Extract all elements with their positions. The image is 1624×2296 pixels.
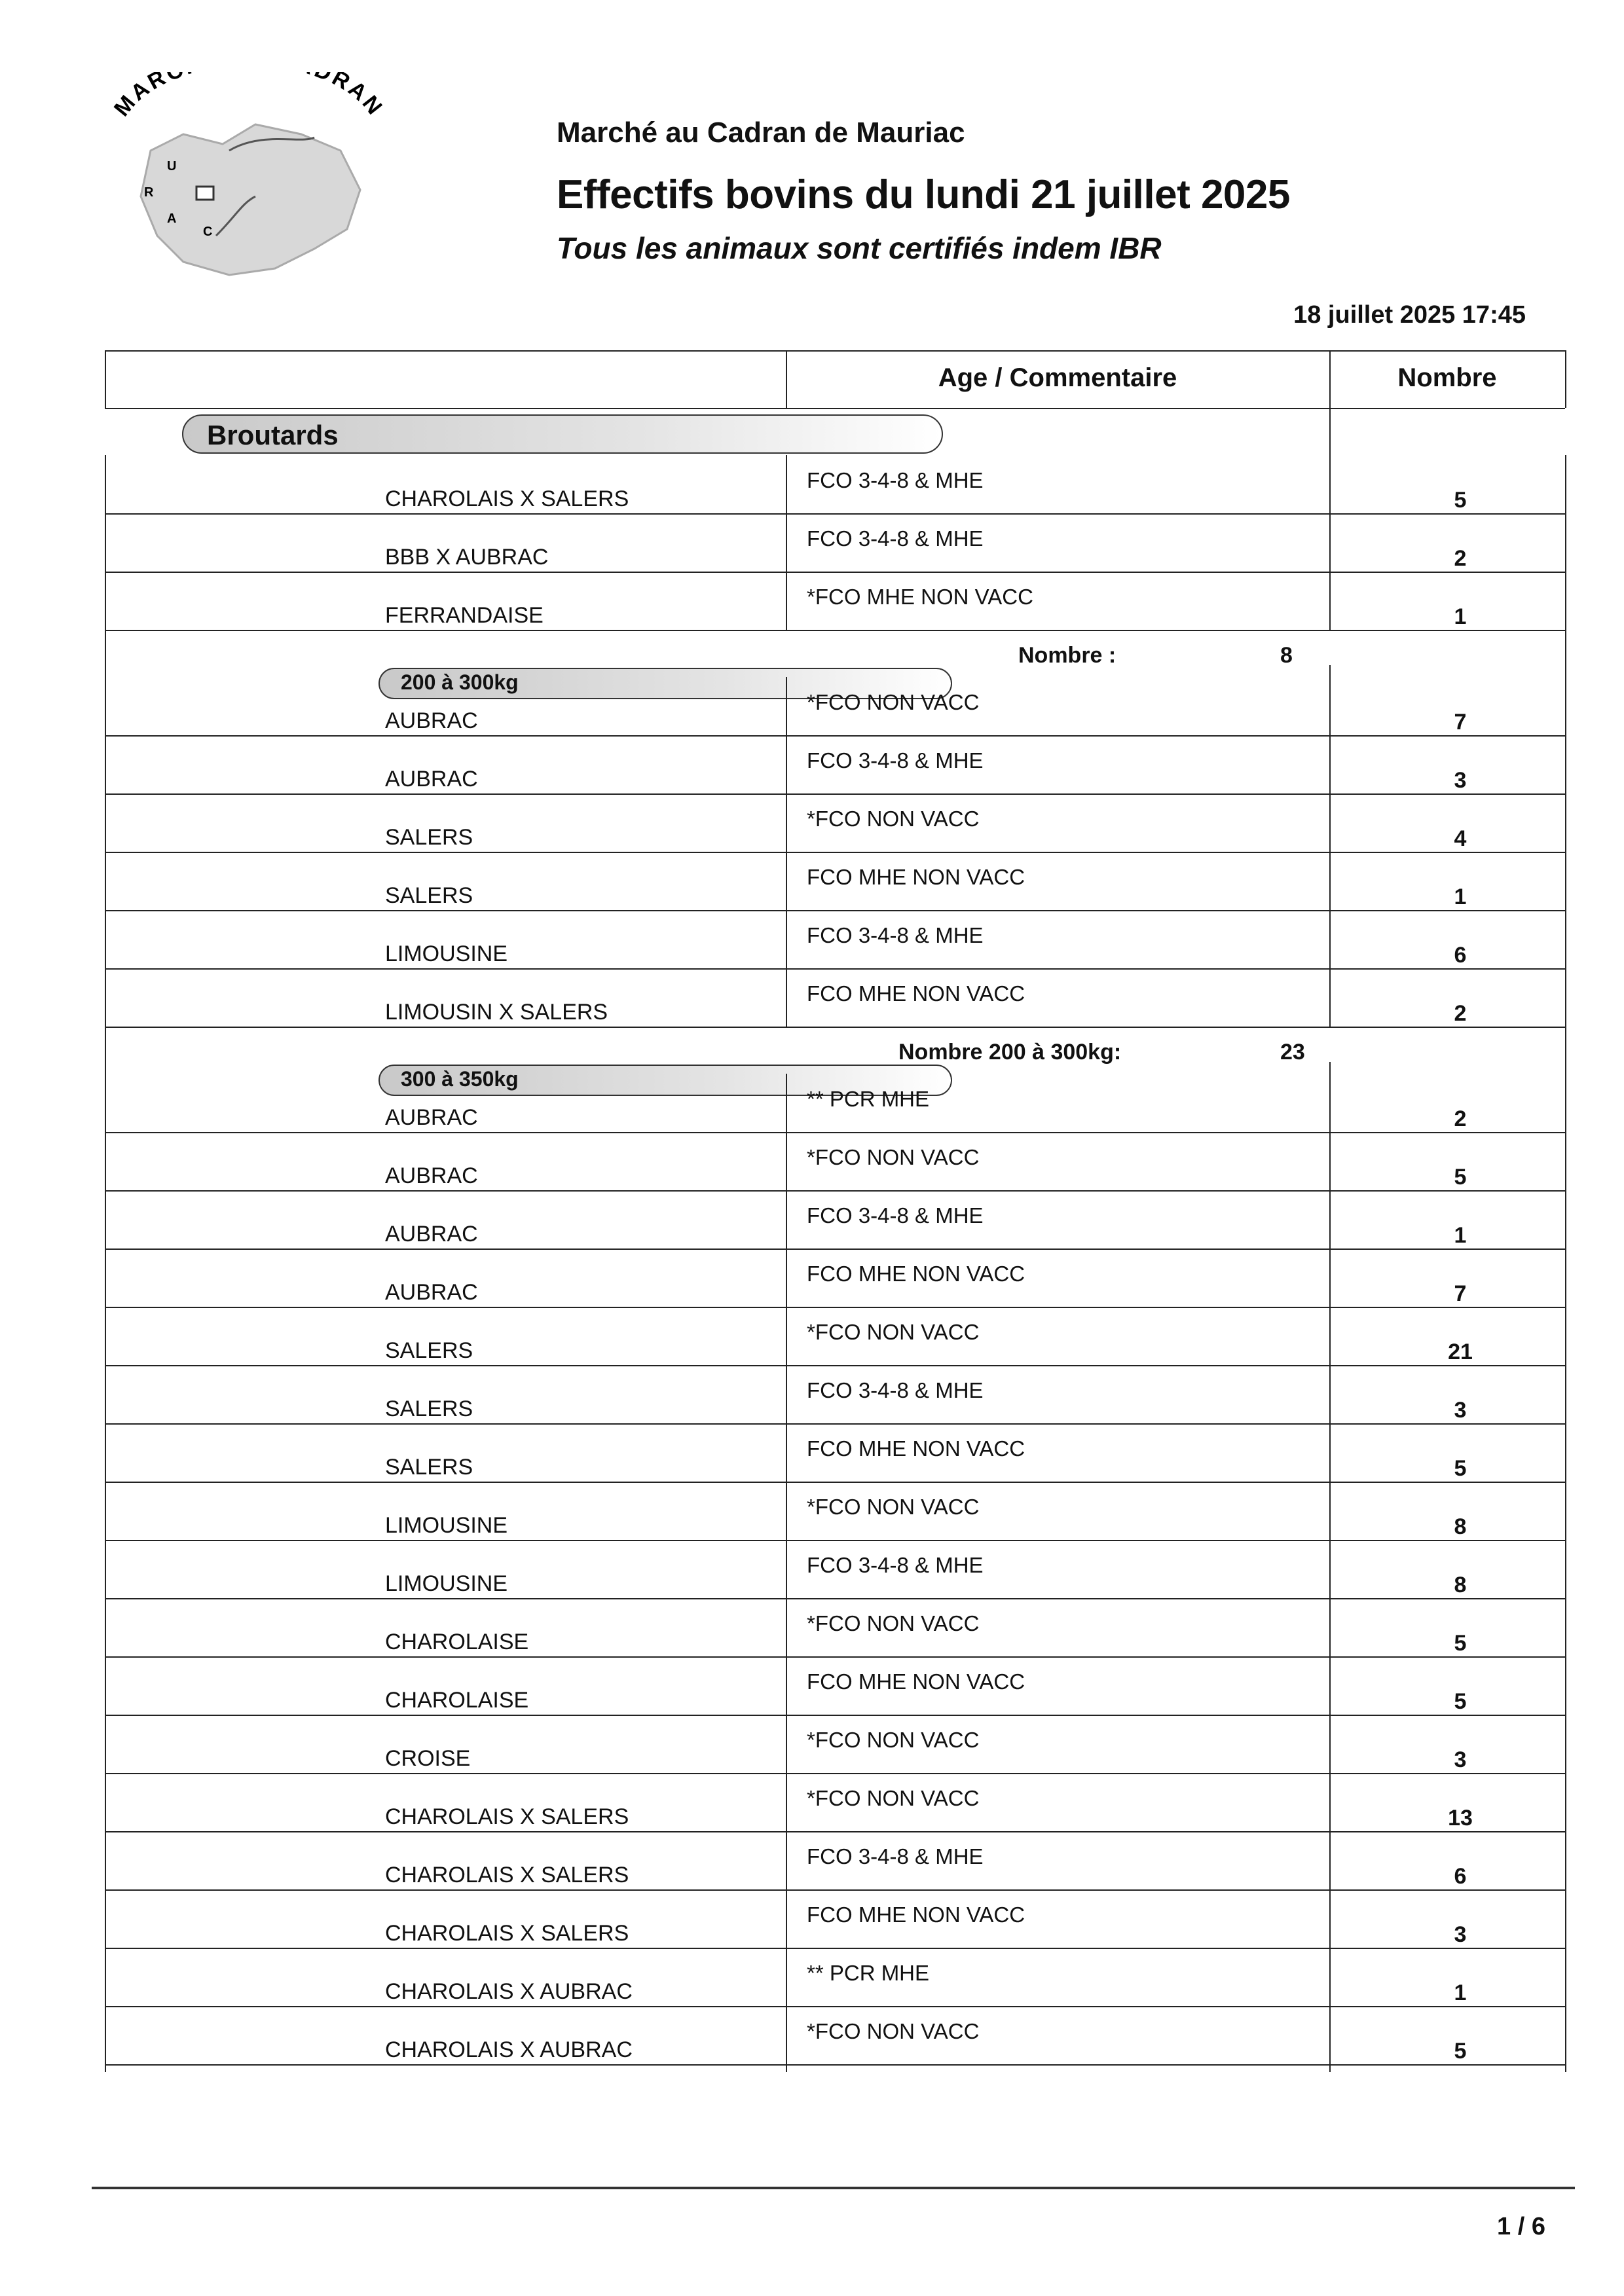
section-label-200-300kg: 200 à 300kg xyxy=(378,668,952,699)
count-cell: 3 xyxy=(1454,1398,1467,1423)
section-total-label: Nombre 200 à 300kg: xyxy=(898,1040,1122,1065)
count-cell: 1 xyxy=(1454,1223,1467,1248)
organization-name: Marché au Cadran de Mauriac xyxy=(557,117,965,149)
breed-cell: CHAROLAIS X AUBRAC xyxy=(385,1979,633,2004)
breed-cell: CHAROLAIS X SALERS xyxy=(385,1863,629,1887)
breed-cell: LIMOUSIN X SALERS xyxy=(385,1000,608,1025)
comment-cell: FCO 3-4-8 & MHE xyxy=(807,1553,984,1577)
count-cell: 2 xyxy=(1454,1001,1467,1026)
breed-cell: AUBRAC xyxy=(385,1163,478,1188)
count-cell: 13 xyxy=(1448,1806,1473,1831)
livestock-table xyxy=(105,350,1565,2131)
breed-cell: LIMOUSINE xyxy=(385,1513,508,1538)
count-cell: 6 xyxy=(1454,943,1467,968)
comment-cell: *FCO NON VACC xyxy=(807,1320,980,1344)
comment-cell: FCO MHE NON VACC xyxy=(807,1903,1025,1927)
count-cell: 5 xyxy=(1454,1689,1467,1714)
comment-cell: FCO 3-4-8 & MHE xyxy=(807,748,984,773)
svg-text:A: A xyxy=(167,211,177,226)
column-header-count: Nombre xyxy=(1397,363,1497,392)
comment-cell: *FCO NON VACC xyxy=(807,1495,980,1519)
count-cell: 5 xyxy=(1454,1456,1467,1481)
breed-cell: CHAROLAIS X SALERS xyxy=(385,1921,629,1946)
page-subtitle: Tous les animaux sont certifiés indem IBR xyxy=(557,231,1162,265)
count-cell: 1 xyxy=(1454,604,1467,629)
comment-cell: FCO 3-4-8 & MHE xyxy=(807,923,984,947)
breed-cell: CHAROLAIS X AUBRAC xyxy=(385,2037,633,2062)
breed-cell: LIMOUSINE xyxy=(385,1571,508,1596)
breed-cell: CHAROLAIS X SALERS xyxy=(385,1804,629,1829)
count-cell: 7 xyxy=(1454,1281,1467,1306)
comment-cell: FCO MHE NON VACC xyxy=(807,1669,1025,1694)
page-title: Effectifs bovins du lundi 21 juillet 2025 xyxy=(557,172,1290,217)
count-cell: 8 xyxy=(1454,1573,1467,1597)
count-cell: 8 xyxy=(1454,1514,1467,1539)
comment-cell: FCO 3-4-8 & MHE xyxy=(807,526,984,551)
comment-cell: *FCO NON VACC xyxy=(807,1728,980,1752)
count-cell: 2 xyxy=(1454,546,1467,571)
section-label-300-350kg: 300 à 350kg xyxy=(378,1065,952,1096)
page-number: 1 / 6 xyxy=(1497,2213,1545,2240)
count-cell: 7 xyxy=(1454,710,1467,735)
breed-cell: SALERS xyxy=(385,825,473,850)
breed-cell: AUBRAC xyxy=(385,767,478,792)
comment-cell: FCO MHE NON VACC xyxy=(807,1436,1025,1461)
market-logo xyxy=(105,72,393,288)
count-cell: 3 xyxy=(1454,768,1467,793)
count-cell: 5 xyxy=(1454,1631,1467,1656)
breed-cell: CHAROLAISE xyxy=(385,1630,529,1654)
breed-cell: SALERS xyxy=(385,883,473,908)
count-cell: 3 xyxy=(1454,1922,1467,1947)
count-cell: 5 xyxy=(1454,2039,1467,2064)
breed-cell: AUBRAC xyxy=(385,1222,478,1247)
breed-cell: CHAROLAISE xyxy=(385,1688,529,1713)
comment-cell: FCO 3-4-8 & MHE xyxy=(807,1378,984,1402)
breed-cell: SALERS xyxy=(385,1455,473,1480)
section-total-value: 23 xyxy=(1280,1040,1305,1065)
footer-divider xyxy=(92,2187,1575,2189)
comment-cell: *FCO NON VACC xyxy=(807,1786,980,1810)
breed-cell: AUBRAC xyxy=(385,708,478,733)
comment-cell: ** PCR MHE xyxy=(807,1961,930,1985)
comment-cell: FCO 3-4-8 & MHE xyxy=(807,1203,984,1228)
breed-cell: SALERS xyxy=(385,1338,473,1363)
comment-cell: *FCO NON VACC xyxy=(807,2019,980,2043)
section-total-value: 8 xyxy=(1280,643,1293,668)
breed-cell: CROISE xyxy=(385,1746,471,1771)
count-cell: 5 xyxy=(1454,488,1467,513)
breed-cell: CHAROLAIS X SALERS xyxy=(385,486,629,511)
svg-text:U: U xyxy=(167,159,177,173)
breed-cell: SALERS xyxy=(385,1396,473,1421)
column-header-comment: Age / Commentaire xyxy=(938,363,1177,392)
svg-text:C: C xyxy=(203,225,213,239)
count-cell: 21 xyxy=(1448,1339,1473,1364)
comment-cell: ** PCR MHE xyxy=(807,1087,930,1111)
section-label-broutards: Broutards xyxy=(182,414,943,454)
svg-text:R: R xyxy=(144,185,154,200)
count-cell: 3 xyxy=(1454,1747,1467,1772)
comment-cell: FCO 3-4-8 & MHE xyxy=(807,468,984,492)
section-total-label: Nombre : xyxy=(1018,643,1116,668)
breed-cell: FERRANDAISE xyxy=(385,603,544,628)
comment-cell: *FCO NON VACC xyxy=(807,690,980,714)
breed-cell: LIMOUSINE xyxy=(385,941,508,966)
count-cell: 1 xyxy=(1454,884,1467,909)
count-cell: 6 xyxy=(1454,1864,1467,1889)
comment-cell: FCO MHE NON VACC xyxy=(807,1262,1025,1286)
count-cell: 4 xyxy=(1454,826,1467,851)
comment-cell: *FCO MHE NON VACC xyxy=(807,585,1033,609)
report-date: 18 juillet 2025 17:45 xyxy=(1293,301,1526,329)
count-cell: 2 xyxy=(1454,1106,1467,1131)
breed-cell: BBB X AUBRAC xyxy=(385,545,549,570)
comment-cell: *FCO NON VACC xyxy=(807,1145,980,1169)
svg-text:MARCHÉ AU CADRAN: MAR DRAN xyxy=(109,72,389,122)
count-cell: 1 xyxy=(1454,1980,1467,2005)
comment-cell: *FCO NON VACC xyxy=(807,807,980,831)
comment-cell: *FCO NON VACC xyxy=(807,1611,980,1635)
breed-cell: AUBRAC xyxy=(385,1280,478,1305)
comment-cell: FCO MHE NON VACC xyxy=(807,981,1025,1006)
comment-cell: FCO MHE NON VACC xyxy=(807,865,1025,889)
breed-cell: AUBRAC xyxy=(385,1105,478,1130)
comment-cell: FCO 3-4-8 & MHE xyxy=(807,1844,984,1868)
count-cell: 5 xyxy=(1454,1165,1467,1190)
